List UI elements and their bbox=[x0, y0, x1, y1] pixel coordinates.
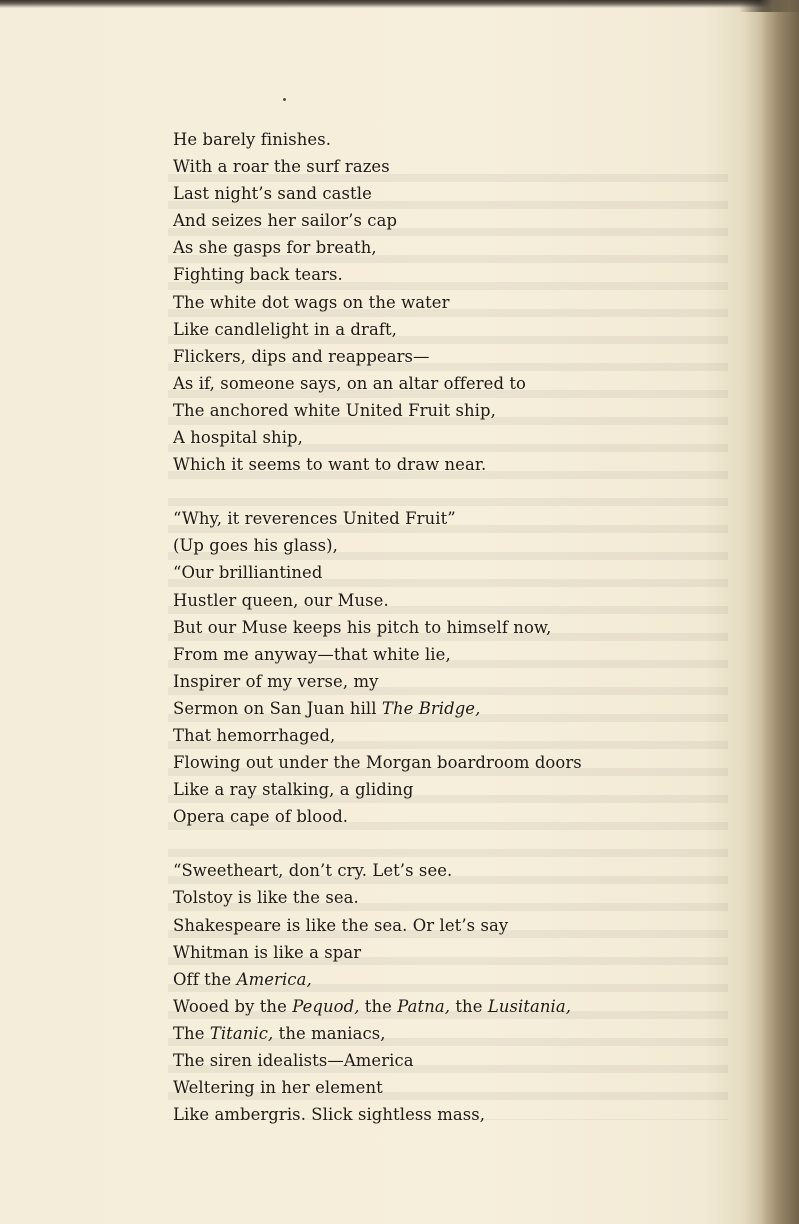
poem-line bbox=[173, 749, 733, 776]
line-text: Last night’s sand castle bbox=[173, 184, 372, 204]
poem-line bbox=[173, 370, 733, 397]
line-text: The anchored white United Fruit ship, bbox=[173, 400, 496, 420]
italic-title: Lusitania, bbox=[487, 996, 572, 1016]
poem-line bbox=[173, 695, 733, 722]
poem-line bbox=[173, 289, 733, 316]
line-text: “Sweetheart, don’t cry. Let’s see. bbox=[173, 861, 453, 881]
line-text: (Up goes his glass), bbox=[173, 536, 338, 556]
poem-line bbox=[173, 668, 733, 695]
poem-line bbox=[173, 180, 733, 207]
line-text: The white dot wags on the water bbox=[173, 292, 450, 312]
line-text: Like ambergris. Slick sightless mass, bbox=[173, 1105, 486, 1125]
line-text: From me anyway—that white lie, bbox=[173, 644, 451, 664]
line-text: Which it seems to want to draw near. bbox=[173, 455, 487, 475]
line-text: With a roar the surf razes bbox=[173, 157, 390, 177]
line-text: Inspirer of my verse, my bbox=[173, 671, 379, 691]
italic-title: Titanic, bbox=[209, 1023, 274, 1043]
line-text: And seizes her sailor’s cap bbox=[173, 211, 398, 231]
poem-line bbox=[173, 641, 733, 668]
line-text: That hemorrhaged, bbox=[173, 725, 336, 745]
line-text: the bbox=[450, 996, 488, 1016]
poem-line bbox=[173, 1047, 733, 1074]
poem-line bbox=[173, 126, 733, 153]
poem-line bbox=[173, 1020, 733, 1047]
line-text: But our Muse keeps his pitch to himself now, bbox=[173, 617, 552, 637]
poem-line bbox=[173, 776, 733, 803]
stanza-break bbox=[173, 478, 733, 505]
poem-line bbox=[173, 559, 733, 586]
line-text: Like a ray stalking, a gliding bbox=[173, 780, 414, 800]
poem-line bbox=[173, 587, 733, 614]
poem-line bbox=[173, 532, 733, 559]
stanza-break bbox=[173, 830, 733, 857]
poem-line bbox=[173, 939, 733, 966]
poem-line bbox=[173, 505, 733, 532]
ink-speck bbox=[283, 98, 286, 101]
line-text: As if, someone says, on an altar offered to bbox=[173, 373, 527, 393]
poem-line bbox=[173, 857, 733, 884]
line-text: Off the bbox=[173, 969, 237, 989]
line-text: Sermon on San Juan hill bbox=[173, 698, 382, 718]
line-text: A hospital ship, bbox=[173, 428, 303, 448]
poem-line bbox=[173, 1101, 733, 1128]
poem-line bbox=[173, 207, 733, 234]
poem-line bbox=[173, 153, 733, 180]
line-text: Flowing out under the Morgan boardroom doors bbox=[173, 753, 582, 773]
line-text: Like candlelight in a draft, bbox=[173, 319, 397, 339]
line-text: Fighting back tears. bbox=[173, 265, 343, 285]
line-text: “Our brilliantined bbox=[173, 563, 323, 583]
line-text: the maniacs, bbox=[273, 1023, 386, 1043]
line-text: Tolstoy is like the sea. bbox=[173, 888, 359, 908]
poem-line bbox=[173, 397, 733, 424]
line-text: Wooed by the bbox=[173, 996, 293, 1016]
line-text: Opera cape of blood. bbox=[173, 807, 349, 827]
poem-line bbox=[173, 343, 733, 370]
poem-line bbox=[173, 803, 733, 830]
line-text: As she gasps for breath, bbox=[173, 238, 377, 258]
poem-line bbox=[173, 912, 733, 939]
poem-line bbox=[173, 424, 733, 451]
italic-title: Pequod, bbox=[292, 996, 360, 1016]
poem-line bbox=[173, 1074, 733, 1101]
line-text: Weltering in her element bbox=[173, 1078, 383, 1098]
line-text: the bbox=[359, 996, 398, 1016]
line-text: The siren idealists—America bbox=[173, 1051, 414, 1070]
poem-line bbox=[173, 884, 733, 911]
poem-line bbox=[173, 261, 733, 288]
poem-line bbox=[173, 966, 733, 993]
line-text: Whitman is like a spar bbox=[173, 942, 362, 962]
italic-title: America, bbox=[236, 969, 312, 989]
page-gutter-shadow bbox=[759, 0, 799, 1224]
italic-title: Patna, bbox=[397, 996, 451, 1016]
line-text: The bbox=[173, 1023, 210, 1043]
poem-line bbox=[173, 614, 733, 641]
line-text: “Why, it reverences United Fruit” bbox=[173, 509, 456, 529]
poem-line bbox=[173, 993, 733, 1020]
line-text: Flickers, dips and reappears— bbox=[173, 346, 430, 366]
poem-line bbox=[173, 722, 733, 749]
line-text: Hustler queen, our Muse. bbox=[173, 590, 389, 610]
top-edge-shadow bbox=[0, 0, 799, 8]
line-text: He barely finishes. bbox=[173, 130, 332, 149]
poem-line bbox=[173, 451, 733, 478]
poem-text bbox=[173, 126, 733, 1128]
line-text: Shakespeare is like the sea. Or let’s say bbox=[173, 915, 509, 935]
poem-line bbox=[173, 234, 733, 261]
poem-line bbox=[173, 316, 733, 343]
italic-title: The Bridge, bbox=[381, 698, 481, 718]
